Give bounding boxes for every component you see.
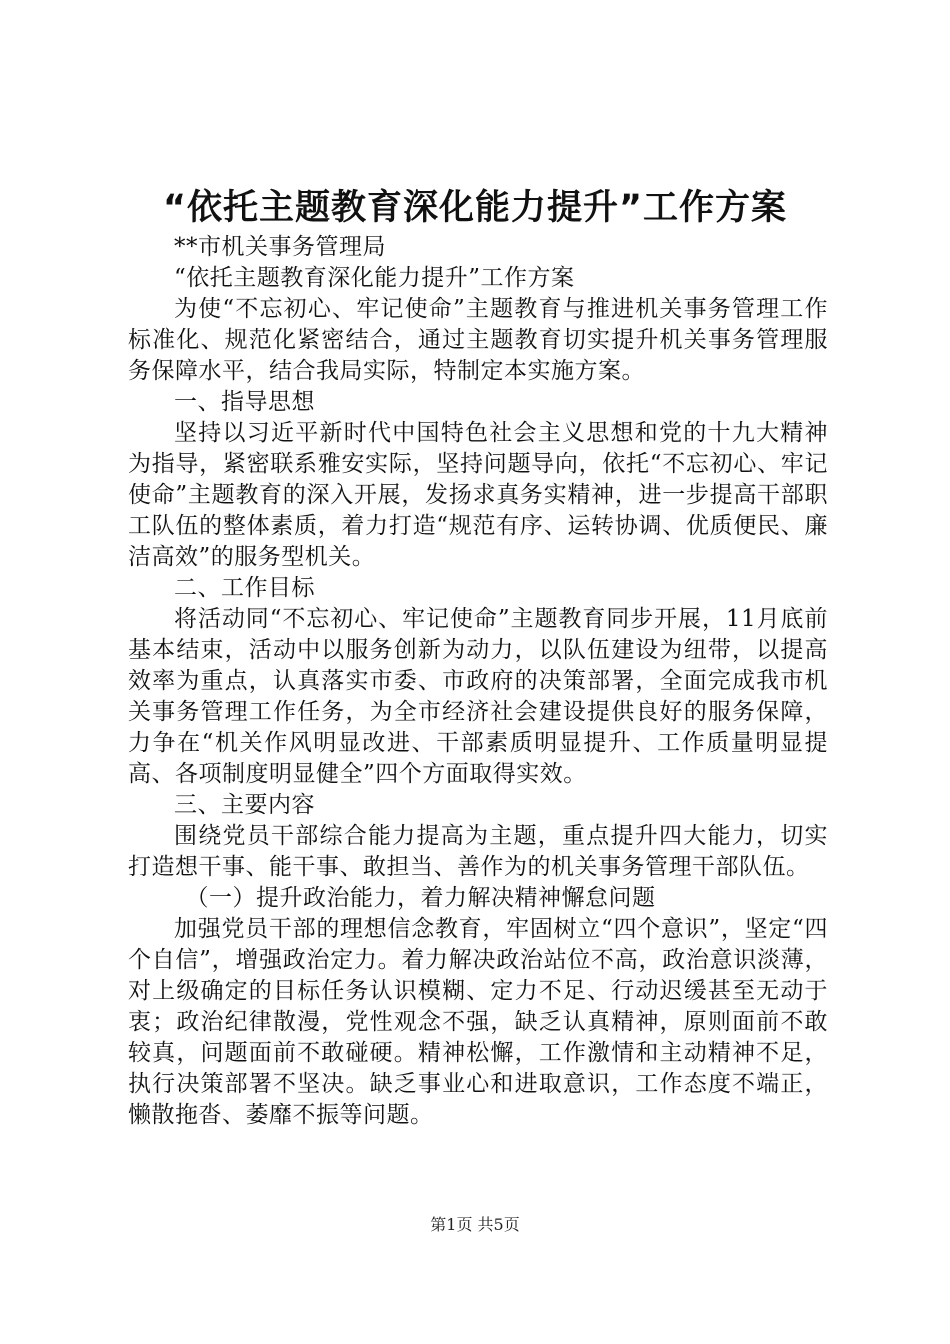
page-indicator: 第1页 共5页 <box>430 1215 520 1234</box>
section-heading-guiding-thought: 一、指导思想 <box>174 389 315 415</box>
guiding-thought-paragraph: 坚持以习近平新时代中国特色社会主义思想和党的十九大精神为指导，紧密联系雅安实际，坚持问题导向，依托“不忘初心、牢记使命”主题教育的深入开展，发扬求真务实精神，进一步提高干部职工队伍的整体素质，着力打造“规范有序、运转协调、优质便民、廉洁高效”的服务型机关。 <box>128 420 828 570</box>
work-goals-paragraph: 将活动同“不忘初心、牢记使命”主题教育同步开展，11月底前基本结束，活动中以服务创新为动力，以队伍建设为纽带，以提高效率为重点，认真落实市委、市政府的决策部署，全面完成我市机关事务管理工作任务，为全市经济社会建设提供良好的服务保障，力争在“机关作风明显改进、干部素质明显提升、工作质量明显提高、各项制度明显健全”四个方面取得实效。 <box>128 606 828 787</box>
main-content-paragraph: 围绕党员干部综合能力提高为主题，重点提升四大能力，切实打造想干事、能干事、敢担当、善作为的机关事务管理干部队伍。 <box>128 823 828 880</box>
section-heading-work-goals: 二、工作目标 <box>174 575 315 601</box>
section-heading-main-content: 三、主要内容 <box>174 792 315 818</box>
document-body <box>128 232 828 1131</box>
issuer-line: **市机关事务管理局 <box>174 234 386 260</box>
intro-paragraph: 为使“不忘初心、牢记使命”主题教育与推进机关事务管理工作标准化、规范化紧密结合，通过主题教育切实提升机关事务管理服务保障水平，结合我局实际，特制定本实施方案。 <box>128 296 828 384</box>
political-ability-paragraph: 加强党员干部的理想信念教育，牢固树立“四个意识”，坚定“四个自信”，增强政治定力。着力解决政治站位不高，政治意识淡薄，对上级确定的目标任务认识模糊、定力不足、行动迟缓甚至无动于衷；政治纪律散漫，党性观念不强，缺乏认真精神，原则面前不敢较真，问题面前不敢碰硬。精神松懈，工作激情和主动精神不足，执行决策部署不坚决。缺乏事业心和进取意识，工作态度不端正，懒散拖沓、萎靡不振等问题。 <box>128 916 828 1128</box>
subtitle-line: “依托主题教育深化能力提升”工作方案 <box>174 265 575 291</box>
subsection-heading-political-ability: （一）提升政治能力，着力解决精神懈怠问题 <box>185 885 656 911</box>
document-title: “依托主题教育深化能力提升”工作方案 <box>162 188 787 228</box>
